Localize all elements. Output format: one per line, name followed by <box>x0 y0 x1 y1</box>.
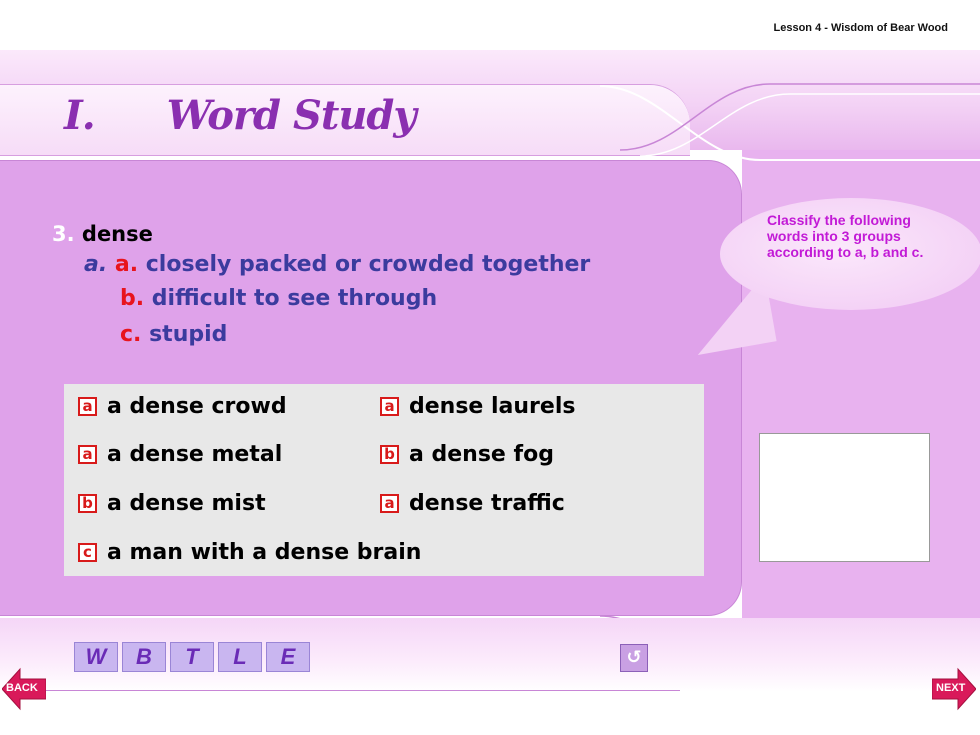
nav-button-e[interactable]: E <box>266 642 310 672</box>
answer-box[interactable] <box>759 433 930 562</box>
example-tag: b <box>380 445 399 464</box>
example-text: a dense metal <box>107 442 283 467</box>
example-item[interactable] <box>380 442 554 467</box>
nav-button-w[interactable]: W <box>74 642 118 672</box>
example-tag: b <box>78 494 97 513</box>
definition-a-text: closely packed or crowded together <box>145 252 591 277</box>
example-tag: c <box>78 543 97 562</box>
entry-word: dense <box>81 222 153 246</box>
example-item[interactable] <box>78 442 282 467</box>
definition-b <box>120 286 437 311</box>
definition-a-letter: a. <box>114 252 139 277</box>
callout-text: Classify the following words into 3 groups according to a, b and c. <box>767 212 924 260</box>
back-button-label[interactable]: BACK <box>6 682 38 694</box>
example-text: a dense fog <box>409 442 554 467</box>
definition-b-letter: b. <box>120 286 145 311</box>
section-title: Word Study <box>166 92 416 139</box>
example-tag: a <box>380 494 399 513</box>
example-item[interactable] <box>380 491 565 516</box>
nav-button-t[interactable]: T <box>170 642 214 672</box>
definition-b-text: difficult to see through <box>151 286 438 311</box>
example-tag: a <box>78 397 97 416</box>
definition-c <box>120 322 227 347</box>
example-text: dense laurels <box>409 394 576 419</box>
example-text: a man with a dense brain <box>107 540 422 565</box>
section-heading <box>64 92 416 139</box>
example-tag: a <box>78 445 97 464</box>
example-text: a dense mist <box>107 491 266 516</box>
example-item[interactable] <box>380 394 575 419</box>
section-number: I. <box>64 92 95 139</box>
example-text: a dense crowd <box>107 394 287 419</box>
lesson-title: Lesson 4 - Wisdom of Bear Wood <box>773 22 948 34</box>
definition-a-prefix: a. <box>84 252 108 277</box>
example-item[interactable] <box>78 491 266 516</box>
entry-word-line <box>52 222 153 246</box>
definition-c-text: stupid <box>149 322 228 347</box>
bottom-divider <box>30 690 680 691</box>
entry-number: 3. <box>52 222 75 246</box>
nav-button-b[interactable]: B <box>122 642 166 672</box>
example-item[interactable] <box>78 540 421 565</box>
example-item[interactable] <box>78 394 287 419</box>
return-icon[interactable]: ↺ <box>620 644 648 672</box>
definition-c-letter: c. <box>120 322 142 347</box>
section-nav <box>74 642 310 672</box>
next-button-label[interactable]: NEXT <box>936 682 966 694</box>
definition-a <box>84 252 590 277</box>
example-tag: a <box>380 397 399 416</box>
nav-button-l[interactable]: L <box>218 642 262 672</box>
example-text: dense traffic <box>409 491 565 516</box>
